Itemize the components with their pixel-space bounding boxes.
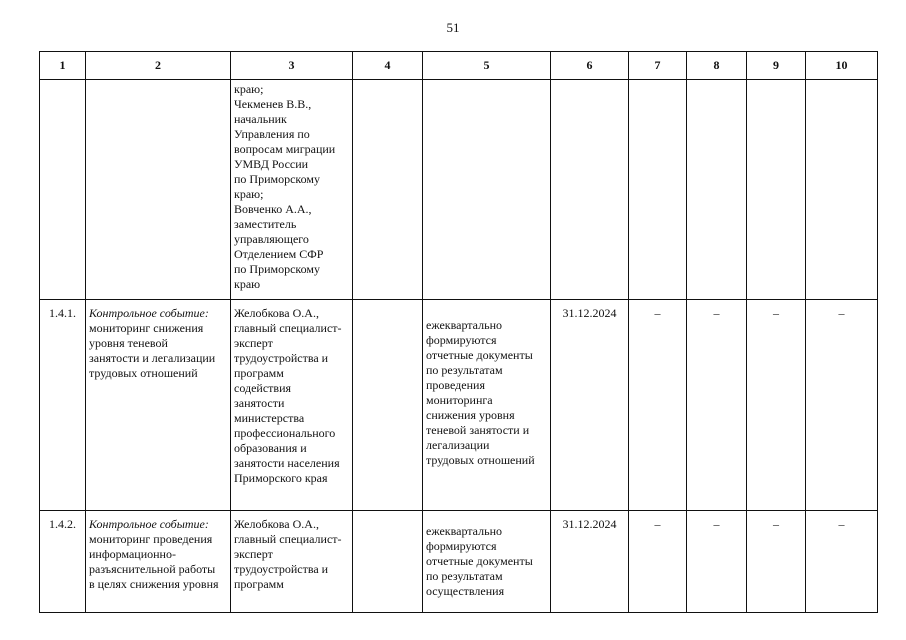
- result-line: ежеквартально: [426, 524, 502, 538]
- responsible-line: эксперт: [234, 547, 273, 561]
- table-row: [40, 80, 878, 300]
- column-header-10: 10: [806, 52, 878, 80]
- responsible-line: по Приморскому: [234, 262, 321, 276]
- responsible-line: программ: [234, 577, 284, 591]
- responsible-line: краю: [234, 277, 261, 291]
- column-10-cell: –: [806, 300, 878, 511]
- row-number-cell: 1.4.1.: [40, 300, 86, 511]
- date-cell: 31.12.2024: [551, 300, 629, 511]
- result-line: ежеквартально: [426, 318, 502, 332]
- column-7-cell: [629, 80, 687, 300]
- result-line: по результатам: [426, 363, 503, 377]
- result-line: теневой занятости и: [426, 423, 530, 437]
- responsible-line: эксперт: [234, 336, 273, 350]
- column-7-cell: –: [629, 300, 687, 511]
- responsible-line: образования и: [234, 441, 307, 455]
- event-line: мониторинг проведения: [89, 532, 213, 546]
- date-cell: [551, 80, 629, 300]
- responsible-line: занятости: [234, 396, 285, 410]
- result-line: по результатам: [426, 569, 503, 583]
- responsible-line: краю;: [234, 82, 264, 96]
- event-line: трудовых отношений: [89, 366, 198, 380]
- event-cell: [86, 80, 231, 300]
- result-line: отчетные документы: [426, 348, 533, 362]
- result-line: снижения уровня: [426, 408, 515, 422]
- column-9-cell: –: [747, 300, 806, 511]
- event-line: уровня теневой: [89, 336, 168, 350]
- result-cell: [423, 80, 551, 300]
- responsible-line: трудоустройства и: [234, 562, 329, 576]
- result-line: трудовых отношений: [426, 453, 535, 467]
- column-header-5: 5: [423, 52, 551, 80]
- header-row: [40, 52, 878, 80]
- column-header-6: 6: [551, 52, 629, 80]
- column-4-cell: [353, 300, 423, 511]
- column-header-4: 4: [353, 52, 423, 80]
- result-line: проведения: [426, 378, 485, 392]
- column-4-cell: [353, 80, 423, 300]
- event-line: информационно-: [89, 547, 176, 561]
- responsible-line: Желобкова О.А.,: [234, 306, 319, 320]
- responsible-line: вопросам миграции: [234, 142, 336, 156]
- responsible-line: трудоустройства и: [234, 351, 329, 365]
- responsible-cell: [231, 511, 353, 613]
- responsible-line: Желобкова О.А.,: [234, 517, 319, 531]
- responsible-line: Управления по: [234, 127, 310, 141]
- column-9-cell: [747, 80, 806, 300]
- event-cell: [86, 300, 231, 511]
- responsible-cell: [231, 300, 353, 511]
- table-row: [40, 511, 878, 613]
- event-line: разъяснительной работы: [89, 562, 216, 576]
- result-line: мониторинга: [426, 393, 493, 407]
- responsible-line: министерства: [234, 411, 305, 425]
- result-line: легализации: [426, 438, 490, 452]
- result-cell: [423, 300, 551, 511]
- event-line: в целях снижения уровня: [89, 577, 219, 591]
- result-line: осуществления: [426, 584, 505, 598]
- row-number-cell: [40, 80, 86, 300]
- control-event-label: Контрольное событие:: [89, 517, 209, 531]
- column-8-cell: –: [687, 511, 747, 613]
- column-header-7: 7: [629, 52, 687, 80]
- responsible-line: занятости населения: [234, 456, 340, 470]
- event-line: занятости и легализации: [89, 351, 216, 365]
- responsible-line: Вовченко А.А.,: [234, 202, 312, 216]
- responsible-line: Приморского края: [234, 471, 328, 485]
- responsible-line: главный специалист-: [234, 532, 342, 546]
- responsible-line: профессионального: [234, 426, 336, 440]
- column-7-cell: –: [629, 511, 687, 613]
- column-9-cell: –: [747, 511, 806, 613]
- responsible-line: УМВД России: [234, 157, 309, 171]
- result-line: отчетные документы: [426, 554, 533, 568]
- event-cell: [86, 511, 231, 613]
- responsible-line: управляющего: [234, 232, 309, 246]
- column-header-3: 3: [231, 52, 353, 80]
- control-event-label: Контрольное событие:: [89, 306, 209, 320]
- event-line: мониторинг снижения: [89, 321, 204, 335]
- column-header-8: 8: [687, 52, 747, 80]
- date-cell: 31.12.2024: [551, 511, 629, 613]
- responsible-cell: [231, 80, 353, 300]
- column-header-9: 9: [747, 52, 806, 80]
- column-10-cell: –: [806, 511, 878, 613]
- row-number-cell: 1.4.2.: [40, 511, 86, 613]
- responsible-line: краю;: [234, 187, 264, 201]
- responsible-line: главный специалист-: [234, 321, 342, 335]
- column-header-2: 2: [86, 52, 231, 80]
- table-row: [40, 300, 878, 511]
- responsible-line: начальник: [234, 112, 287, 126]
- responsible-line: по Приморскому: [234, 172, 321, 186]
- responsible-line: содействия: [234, 381, 292, 395]
- responsible-line: программ: [234, 366, 284, 380]
- result-line: формируются: [426, 539, 497, 553]
- column-10-cell: [806, 80, 878, 300]
- page-number: 51: [446, 20, 460, 35]
- responsible-line: Отделением СФР: [234, 247, 324, 261]
- plan-table: [39, 51, 878, 613]
- responsible-line: Чекменев В.В.,: [234, 97, 312, 111]
- responsible-line: заместитель: [234, 217, 297, 231]
- column-8-cell: [687, 80, 747, 300]
- column-8-cell: –: [687, 300, 747, 511]
- result-cell: [423, 511, 551, 613]
- result-line: формируются: [426, 333, 497, 347]
- column-4-cell: [353, 511, 423, 613]
- column-header-1: 1: [40, 52, 86, 80]
